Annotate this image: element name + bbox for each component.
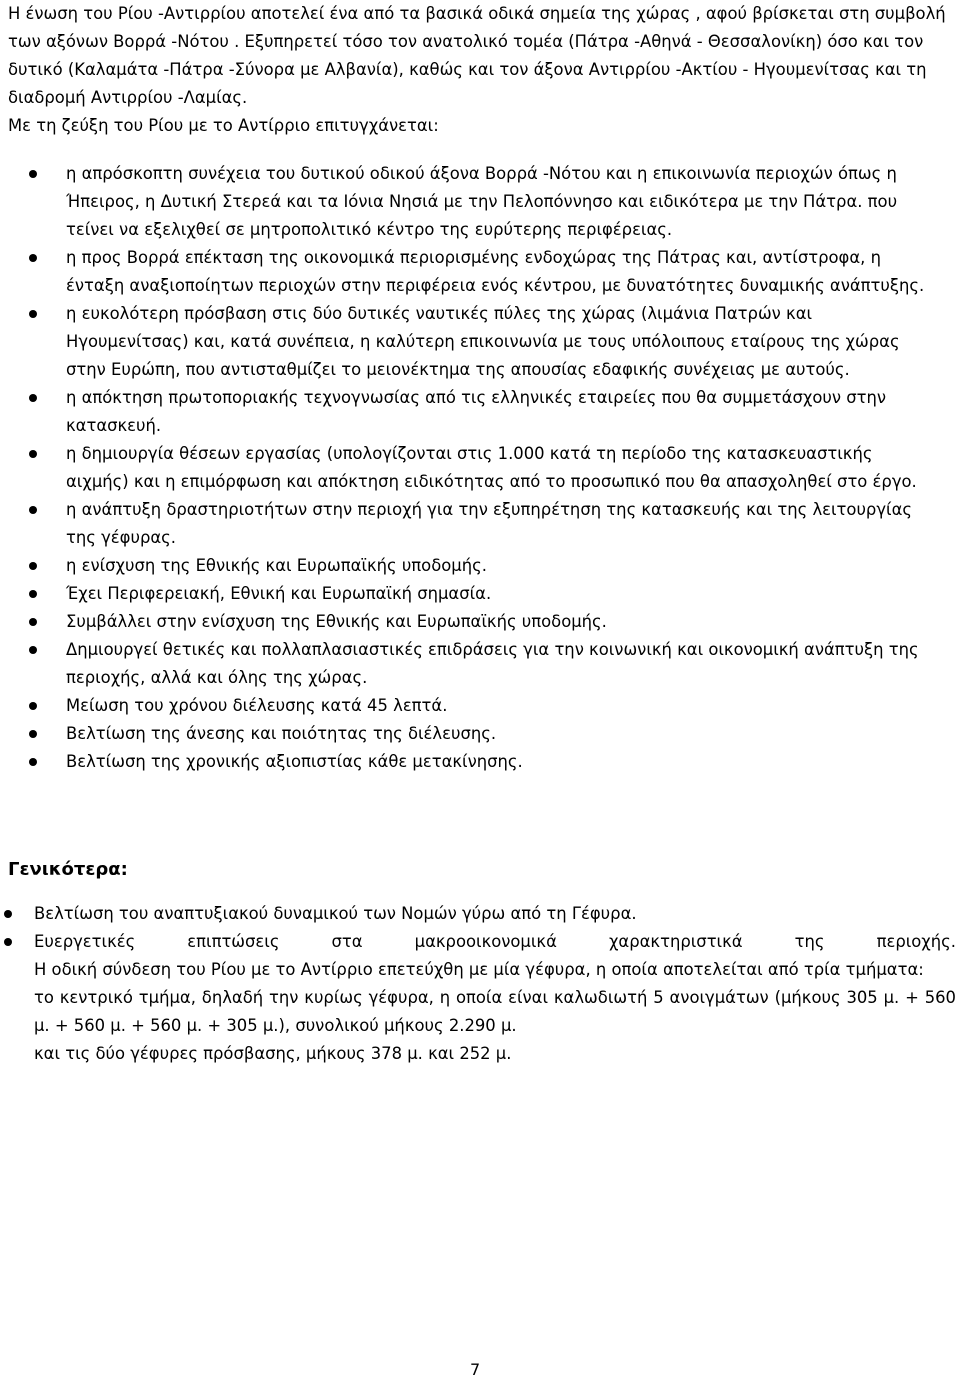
bullet-icon (29, 562, 37, 570)
list-item (0, 748, 960, 776)
list-item (0, 300, 960, 384)
section-heading: Γενικότερα: (8, 859, 128, 880)
general-list (0, 900, 960, 1068)
list-item-text: Ευεργετικές επιπτώσεις στα μακροοικονομικά χαρακτηριστικά της περιοχής. (34, 932, 956, 951)
list-item (0, 244, 960, 300)
list-item (0, 384, 960, 440)
bullet-icon (29, 758, 37, 766)
list-item (0, 636, 960, 692)
bullet-icon (29, 450, 37, 458)
benefits-list (0, 160, 960, 776)
list-item-text: η προς Βορρά επέκταση της οικονομικά περιορισμένης ενδοχώρας της Πάτρας και, αντίστροφα, η ένταξη αναξιοποίητων περιοχών στην περιφέρεια ενός κέντρου, με δυνατότητες δυναμικής ανάπτυξης. (66, 248, 925, 295)
bullet-icon (29, 590, 37, 598)
list-item-text: Βελτίωση του αναπτυξιακού δυναμικού των Νομών γύρω από τη Γέφυρα. (34, 904, 637, 923)
list-item (0, 496, 960, 552)
list-item-text: Βελτίωση της άνεσης και ποιότητας της διέλευσης. (66, 724, 497, 743)
access-bridges-description: και τις δύο γέφυρες πρόσβασης, μήκους 378 μ. και 252 μ. (34, 1044, 512, 1063)
list-item-text: η ενίσχυση της Εθνικής και Ευρωπαϊκής υποδομής. (66, 556, 487, 575)
list-item (0, 928, 960, 1068)
central-span-description: το κεντρικό τμήμα, δηλαδή την κυρίως γέφυρα, η οποία είναι καλωδιωτή 5 ανοιγμάτων (μήκους 305 μ. + 560 μ. + 560 μ. + 560 μ. + 305 μ.), συνολικού μήκους 2.290 μ. (34, 988, 956, 1035)
list-item-text: η ανάπτυξη δραστηριοτήτων στην περιοχή για την εξυπηρέτηση της κατασκευής και της λειτουργίας της γέφυρας. (66, 500, 913, 547)
bullet-icon (29, 394, 37, 402)
list-item (0, 552, 960, 580)
bullet-icon (29, 618, 37, 626)
bullet-icon (4, 910, 12, 918)
list-item (0, 692, 960, 720)
bullet-icon (29, 506, 37, 514)
list-item-text: Βελτίωση της χρονικής αξιοπιστίας κάθε μετακίνησης. (66, 752, 523, 771)
list-item-text: η απρόσκοπτη συνέχεια του δυτικού οδικού άξονα Βορρά -Νότου και η επικοινωνία περιοχών όπως η Ήπειρος, η Δυτική Στερεά και τα Ιόνια Νησιά με την Πελοπόννησο και ειδικότερα με την Πάτρα. που τείνει να εξελιχθεί σε μητροπολιτικό κέντρο της ευρύτερης περιφέρειας. (66, 164, 898, 239)
bullet-icon (29, 170, 37, 178)
page-number: 7 (470, 1360, 481, 1379)
bridge-description: Η οδική σύνδεση του Ρίου με το Αντίρριο επετεύχθη με μία γέφυρα, η οποία αποτελείται από τρία τμήματα: (34, 960, 924, 979)
list-item (0, 580, 960, 608)
list-item (0, 608, 960, 636)
list-item-text: Συμβάλλει στην ενίσχυση της Εθνικής και Ευρωπαϊκής υποδομής. (66, 612, 607, 631)
list-item (0, 160, 960, 244)
list-item-text: Έχει Περιφερειακή, Εθνική και Ευρωπαϊκή σημασία. (66, 584, 492, 603)
bullet-icon (29, 310, 37, 318)
list-item (0, 900, 960, 928)
list-item-text: η ευκολότερη πρόσβαση στις δύο δυτικές ναυτικές πύλες της χώρας (λιμάνια Πατρών και Ηγουμενίτσας) και, κατά συνέπεια, η καλύτερη επικοινωνία με τους υπόλοιπους εταίρους της χώρας στην Ευρώπη, που αντισταθμίζει το μειονέκτημα της απουσίας εδαφικής συνέχειας με αυτούς. (66, 304, 900, 379)
list-item (0, 720, 960, 748)
bullet-icon (29, 730, 37, 738)
bullet-icon (29, 254, 37, 262)
lead-sentence: Με τη ζεύξη του Ρίου με το Αντίρριο επιτυγχάνεται: (8, 116, 439, 135)
list-item-text: Μείωση του χρόνου διέλευσης κατά 45 λεπτά. (66, 696, 448, 715)
list-item-text: η δημιουργία θέσεων εργασίας (υπολογίζονται στις 1.000 κατά τη περίοδο της κατασκευαστικής αιχμής) και η επιμόρφωση και απόκτηση ειδικότητας από το προσωπικό που θα απασχοληθεί στο έργο. (66, 444, 917, 491)
intro-paragraph: Η ένωση του Ρίου -Αντιρρίου αποτελεί ένα από τα βασικά οδικά σημεία της χώρας , αφού βρίσκεται στη συμβολή των αξόνων Βορρά -Νότου . Εξυπηρετεί τόσο τον ανατολικό τομέα (Πάτρα -Αθηνά - Θεσσαλονίκη) όσο και τον δυτικό (Καλαμάτα -Πάτρα -Σύνορα με Αλβανία), καθώς και τον άξονα Αντιρρίου -Ακτίου - Ηγουμενίτσας και τη διαδρομή Αντιρρίου -Λαμίας. (8, 4, 946, 107)
list-item (0, 440, 960, 496)
list-item-text: Δημιουργεί θετικές και πολλαπλασιαστικές επιδράσεις για την κοινωνική και οικονομική ανάπτυξη της περιοχής, αλλά και όλης της χώρας. (66, 640, 919, 687)
bullet-icon (4, 938, 12, 946)
bullet-icon (29, 646, 37, 654)
bullet-icon (29, 702, 37, 710)
list-item-text: η απόκτηση πρωτοποριακής τεχνογνωσίας από τις ελληνικές εταιρείες που θα συμμετάσχουν στην κατασκευή. (66, 388, 887, 435)
